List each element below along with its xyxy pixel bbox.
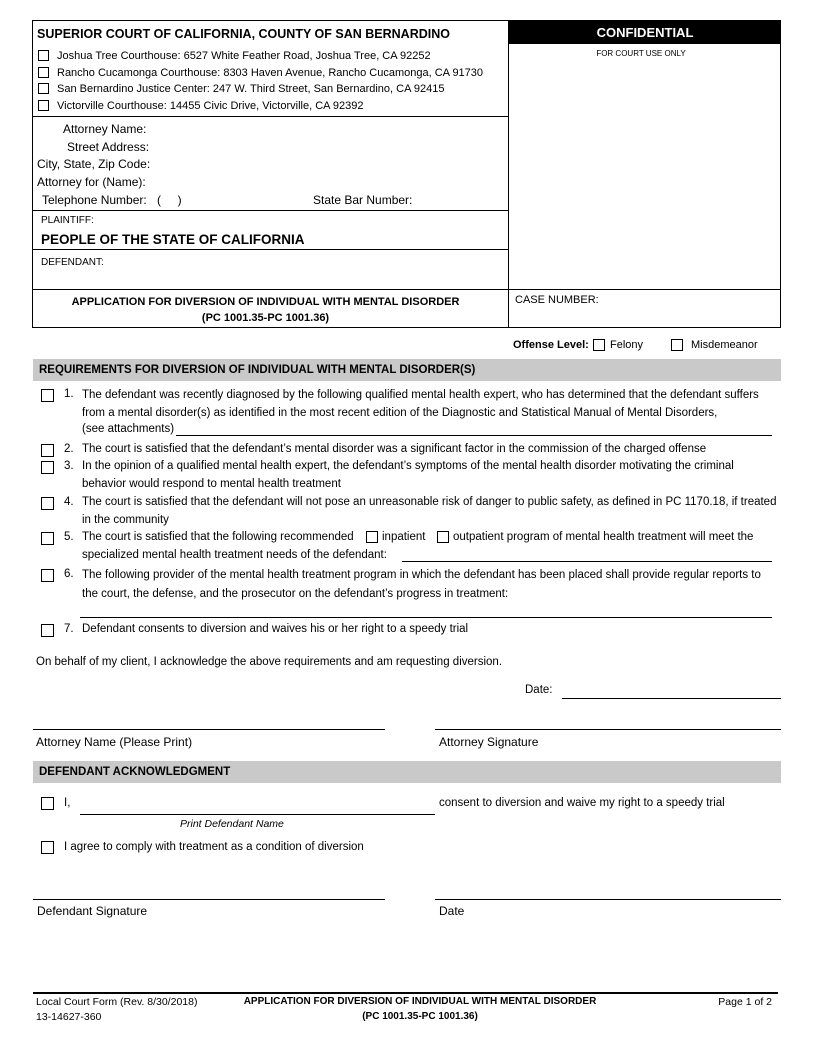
requirement-2-checkbox[interactable] bbox=[41, 444, 54, 457]
requirement-5-needs-line[interactable] bbox=[402, 561, 772, 562]
confidential-banner: CONFIDENTIAL bbox=[509, 21, 781, 44]
outpatient-label: outpatient program of mental health treatment will meet the bbox=[453, 531, 754, 543]
form-title-line1: APPLICATION FOR DIVERSION OF INDIVIDUAL WITH MENTAL DISORDER bbox=[71, 296, 460, 308]
courthouse-victorville: Victorville Courthouse: 14455 Civic Drive, Victorville, CA 92392 bbox=[57, 100, 364, 112]
attorney-section-bottom bbox=[32, 210, 508, 211]
footer-page-number: Page 1 of 2 bbox=[718, 996, 772, 1008]
requirement-6-text: The following provider of the mental health treatment program in which the defendant has been placed shall provide regular reports to the court, the defense, and the prosecutor on the defendant’s progress in treatment: bbox=[82, 569, 761, 600]
requirement-1-number: 1. bbox=[64, 388, 74, 400]
attorney-signature-line[interactable] bbox=[435, 729, 781, 730]
defendant-date-line[interactable] bbox=[435, 899, 781, 900]
plaintiff-name: PEOPLE OF THE STATE OF CALIFORNIA bbox=[41, 232, 305, 247]
defendant-consent-text: consent to diversion and waive my right to a speedy trial bbox=[439, 797, 725, 809]
requirement-1-checkbox[interactable] bbox=[41, 389, 54, 402]
defendant-date-label: Date bbox=[439, 904, 465, 918]
state-bar-label: State Bar Number: bbox=[313, 193, 413, 207]
defendant-print-name-line[interactable] bbox=[80, 814, 435, 815]
telephone-label: Telephone Number: bbox=[42, 193, 147, 207]
requirement-6-provider-line[interactable] bbox=[80, 617, 772, 618]
courthouse-checkbox-san-bernardino[interactable] bbox=[38, 83, 49, 94]
footer-rule bbox=[33, 992, 778, 994]
print-defendant-name-label: Print Defendant Name bbox=[180, 818, 284, 830]
courthouse-joshua-tree: Joshua Tree Courthouse: 6527 White Feather Road, Joshua Tree, CA 92252 bbox=[57, 50, 431, 62]
requirement-7-checkbox[interactable] bbox=[41, 624, 54, 637]
requirement-5-number: 5. bbox=[64, 531, 74, 543]
misdemeanor-label: Misdemeanor bbox=[691, 339, 758, 351]
case-number-label: CASE NUMBER: bbox=[515, 294, 599, 306]
attorney-date-label: Date: bbox=[525, 684, 553, 696]
requirement-6-number: 6. bbox=[64, 568, 74, 580]
attorney-for-label: Attorney for (Name): bbox=[37, 175, 146, 189]
attorney-name-print-label: Attorney Name (Please Print) bbox=[36, 735, 193, 749]
defendant-section-bottom bbox=[32, 289, 781, 290]
requirement-1-expert-line[interactable] bbox=[176, 435, 772, 436]
plaintiff-label: PLAINTIFF: bbox=[41, 215, 94, 226]
requirement-7-number: 7. bbox=[64, 623, 74, 635]
requirement-4-checkbox[interactable] bbox=[41, 497, 54, 510]
courthouse-rancho-cucamonga: Rancho Cucamonga Courthouse: 8303 Haven Avenue, Rancho Cucamonga, CA 91730 bbox=[57, 67, 484, 79]
misdemeanor-checkbox[interactable] bbox=[671, 339, 683, 351]
requirement-3-text: In the opinion of a qualified mental health expert, the defendant’s symptoms of the mental health disorder motivating the criminal behavior would respond to mental health treatment bbox=[82, 460, 734, 490]
footer-form-number: 13-14627-360 bbox=[36, 1011, 102, 1023]
requirement-2-number: 2. bbox=[64, 443, 74, 455]
street-address-label: Street Address: bbox=[67, 140, 150, 154]
court-section-bottom bbox=[32, 116, 508, 117]
offense-level-label: Offense Level: bbox=[513, 339, 589, 351]
outpatient-checkbox[interactable] bbox=[437, 531, 449, 543]
requirement-5-text-b: specialized mental health treatment needs of the defendant: bbox=[82, 549, 387, 561]
court-title: SUPERIOR COURT OF CALIFORNIA, COUNTY OF SAN BERNARDINO bbox=[37, 27, 450, 41]
courthouse-checkbox-joshua-tree[interactable] bbox=[38, 50, 49, 61]
plaintiff-section-bottom bbox=[32, 249, 508, 250]
header-divider bbox=[508, 20, 509, 328]
attorney-signature-label: Attorney Signature bbox=[439, 735, 539, 749]
attorney-name-line[interactable] bbox=[33, 729, 385, 730]
inpatient-checkbox[interactable] bbox=[366, 531, 378, 543]
inpatient-label: inpatient bbox=[382, 531, 426, 543]
felony-label: Felony bbox=[610, 339, 644, 351]
attorney-date-line[interactable] bbox=[562, 698, 781, 699]
requirement-4-number: 4. bbox=[64, 496, 74, 508]
defendant-agree-text: I agree to comply with treatment as a condition of diversion bbox=[64, 841, 364, 853]
city-state-zip-label: City, State, Zip Code: bbox=[37, 157, 151, 171]
form-title-line2: (PC 1001.35-PC 1001.36) bbox=[201, 312, 330, 324]
defendant-signature-label: Defendant Signature bbox=[37, 904, 148, 918]
courthouse-san-bernardino: San Bernardino Justice Center: 247 W. Third Street, San Bernardino, CA 92415 bbox=[57, 83, 445, 95]
requirement-5-text-a: The court is satisfied that the following recommended bbox=[82, 531, 354, 543]
defendant-agree-checkbox[interactable] bbox=[41, 841, 54, 854]
footer-title-line2: (PC 1001.35-PC 1001.36) bbox=[362, 1011, 478, 1022]
requirement-1-tail: (see attachments) bbox=[82, 423, 175, 435]
requirements-heading: REQUIREMENTS FOR DIVERSION OF INDIVIDUAL WITH MENTAL DISORDER(S) bbox=[39, 364, 476, 376]
requirement-3-checkbox[interactable] bbox=[41, 461, 54, 474]
defendant-ack-heading: DEFENDANT ACKNOWLEDGMENT bbox=[39, 766, 231, 778]
requirement-1-text: The defendant was recently diagnosed by the following qualified mental health expert, who has determined that the defendant suffers from a mental disorder(s) as identified in the most recent edition of the Diagnostic and Statistical Manual of Mental Disorders, bbox=[82, 389, 759, 419]
defendant-signature-line[interactable] bbox=[33, 899, 385, 900]
requirement-5-checkbox[interactable] bbox=[41, 532, 54, 545]
requirement-4-text: The court is satisfied that the defendant will not pose an unreasonable risk of danger to public safety, as defined in PC 1170.18, if treated in the community bbox=[82, 496, 777, 526]
courthouse-checkbox-rancho-cucamonga[interactable] bbox=[38, 67, 49, 78]
requirement-7-text: Defendant consents to diversion and waives his or her right to a speedy trial bbox=[82, 623, 469, 635]
attorney-name-label: Attorney Name: bbox=[63, 122, 147, 136]
acknowledge-statement: On behalf of my client, I acknowledge the above requirements and am requesting diversion. bbox=[36, 656, 503, 668]
defendant-i-label: I, bbox=[64, 797, 71, 809]
footer-form-rev: Local Court Form (Rev. 8/30/2018) bbox=[36, 996, 198, 1008]
defendant-label: DEFENDANT: bbox=[41, 257, 104, 268]
felony-checkbox[interactable] bbox=[593, 339, 605, 351]
court-use-only: FOR COURT USE ONLY bbox=[596, 49, 686, 58]
footer-title-line1: APPLICATION FOR DIVERSION OF INDIVIDUAL WITH MENTAL DISORDER bbox=[243, 996, 597, 1007]
courthouse-checkbox-victorville[interactable] bbox=[38, 100, 49, 111]
requirement-3-number: 3. bbox=[64, 460, 74, 472]
defendant-consent-checkbox[interactable] bbox=[41, 797, 54, 810]
requirement-6-checkbox[interactable] bbox=[41, 569, 54, 582]
requirement-2-text: The court is satisfied that the defendant’s mental disorder was a significant factor in the commission of the charged offense bbox=[82, 443, 707, 455]
telephone-parens: ( ) bbox=[157, 193, 182, 207]
